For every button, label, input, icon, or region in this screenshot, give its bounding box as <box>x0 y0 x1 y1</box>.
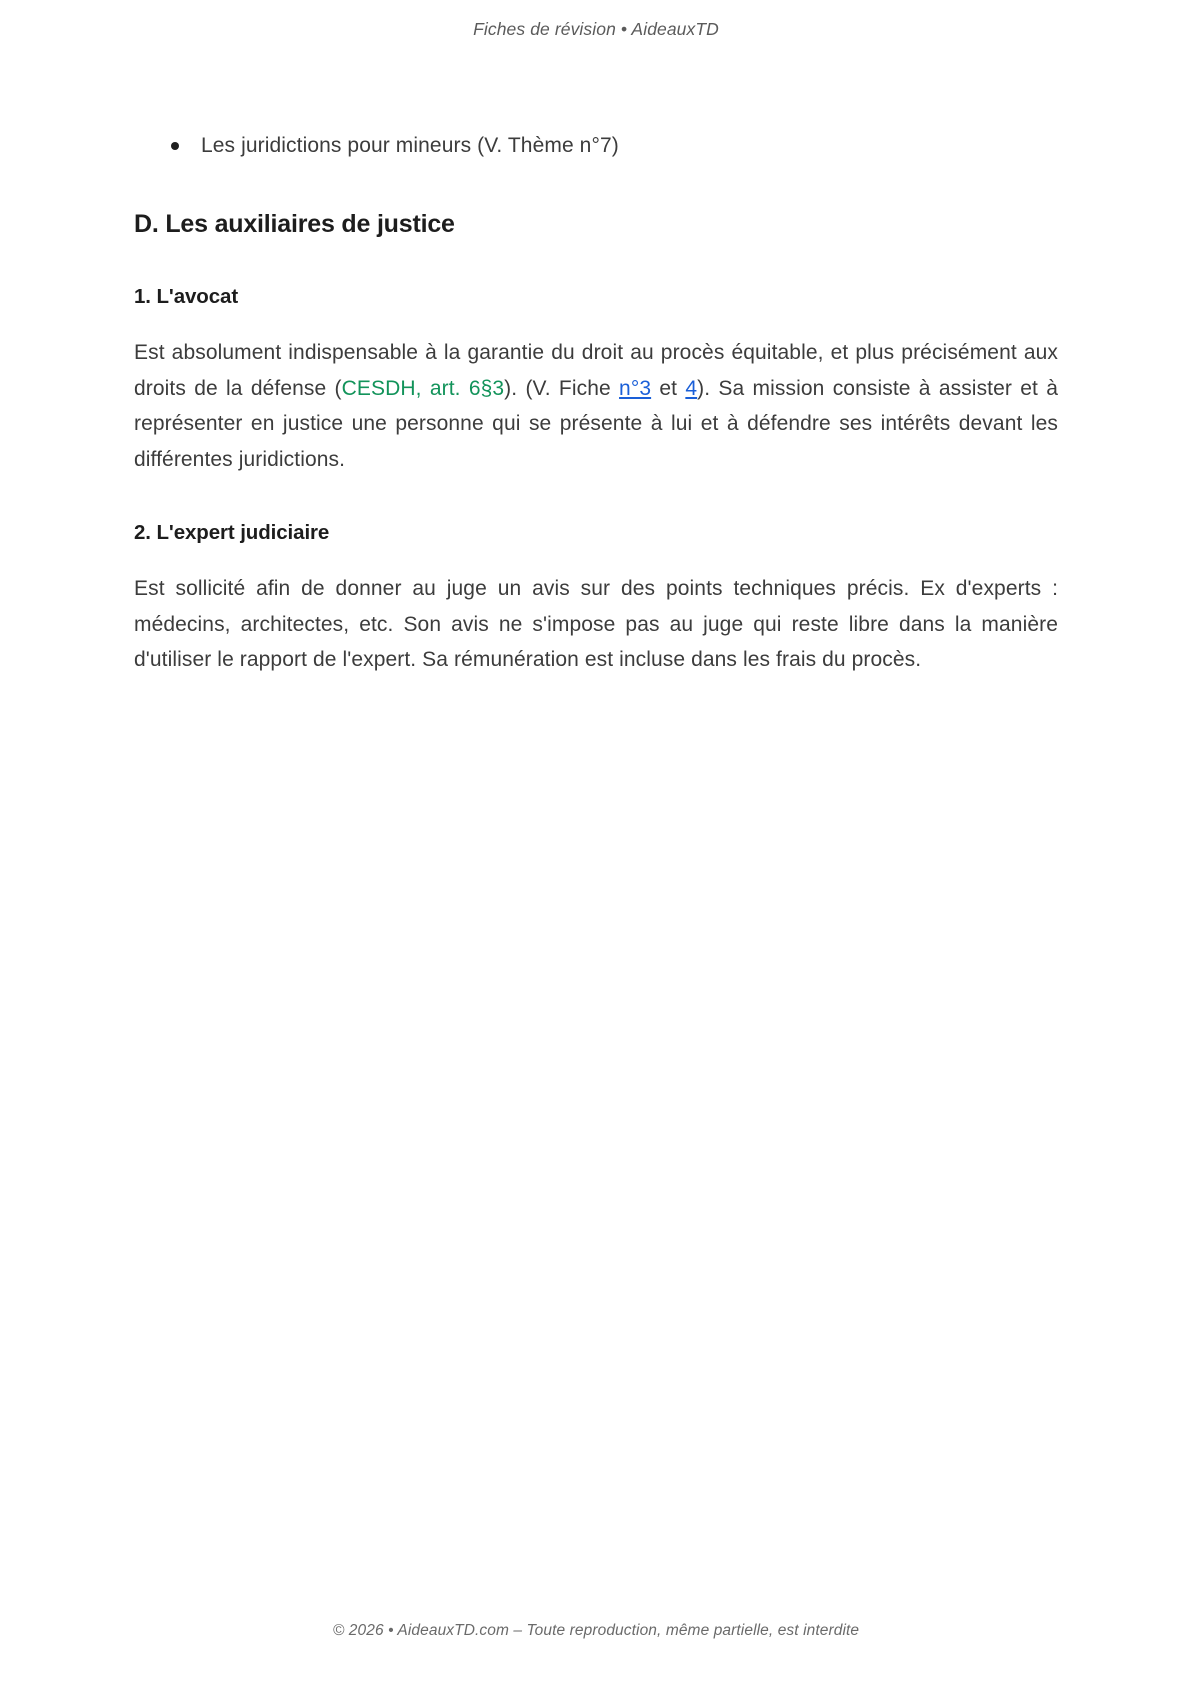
legal-citation: CESDH, art. 6§3 <box>341 376 505 400</box>
running-header: Fiches de révision • AideauxTD <box>473 19 719 39</box>
fiche-link-3[interactable]: n°3 <box>619 376 652 400</box>
paragraph-text-part4: ). Sa mission consiste à assister et à représenter en justice une personne qui se présente à lui et à défendre ses intérêts devant les différentes juridictions. <box>134 376 1058 471</box>
top-spacer <box>134 44 1058 130</box>
paragraph-text-part1: Est absolument indispensable à la garantie du droit au procès équitable, et plus précisément aux droits de la défense ( <box>134 341 1058 400</box>
paragraph-text-part3: et <box>651 376 686 400</box>
paragraph-avocat <box>134 335 1058 477</box>
list-item <box>134 130 1058 162</box>
subsection-heading-expert: 2. L'expert judiciaire <box>134 521 330 544</box>
fiche-link-4[interactable]: 4 <box>685 376 698 400</box>
subsection-heading-avocat: 1. L'avocat <box>134 285 239 308</box>
running-footer: © 2026 • AideauxTD.com – Toute reproduction, même partielle, est interdite <box>332 1622 860 1639</box>
list-item-label: Les juridictions pour mineurs (V. Thème n°7) <box>201 134 619 157</box>
bullet-dot-icon <box>171 142 179 150</box>
paragraph-expert: Est sollicité afin de donner au juge un avis sur des points techniques précis. Ex d'experts : médecins, architectes, etc. Son avis ne s'impose pas au juge qui reste libre dans la manière d'utiliser le rapport de l'expert. Sa rémunération est incluse dans les frais du procès. <box>134 577 1058 671</box>
bullet-list <box>134 130 1058 162</box>
section-heading: D. Les auxiliaires de justice <box>134 210 455 238</box>
document-body <box>0 44 1192 1684</box>
paragraph-text-part2: ). (V. Fiche <box>504 376 620 400</box>
